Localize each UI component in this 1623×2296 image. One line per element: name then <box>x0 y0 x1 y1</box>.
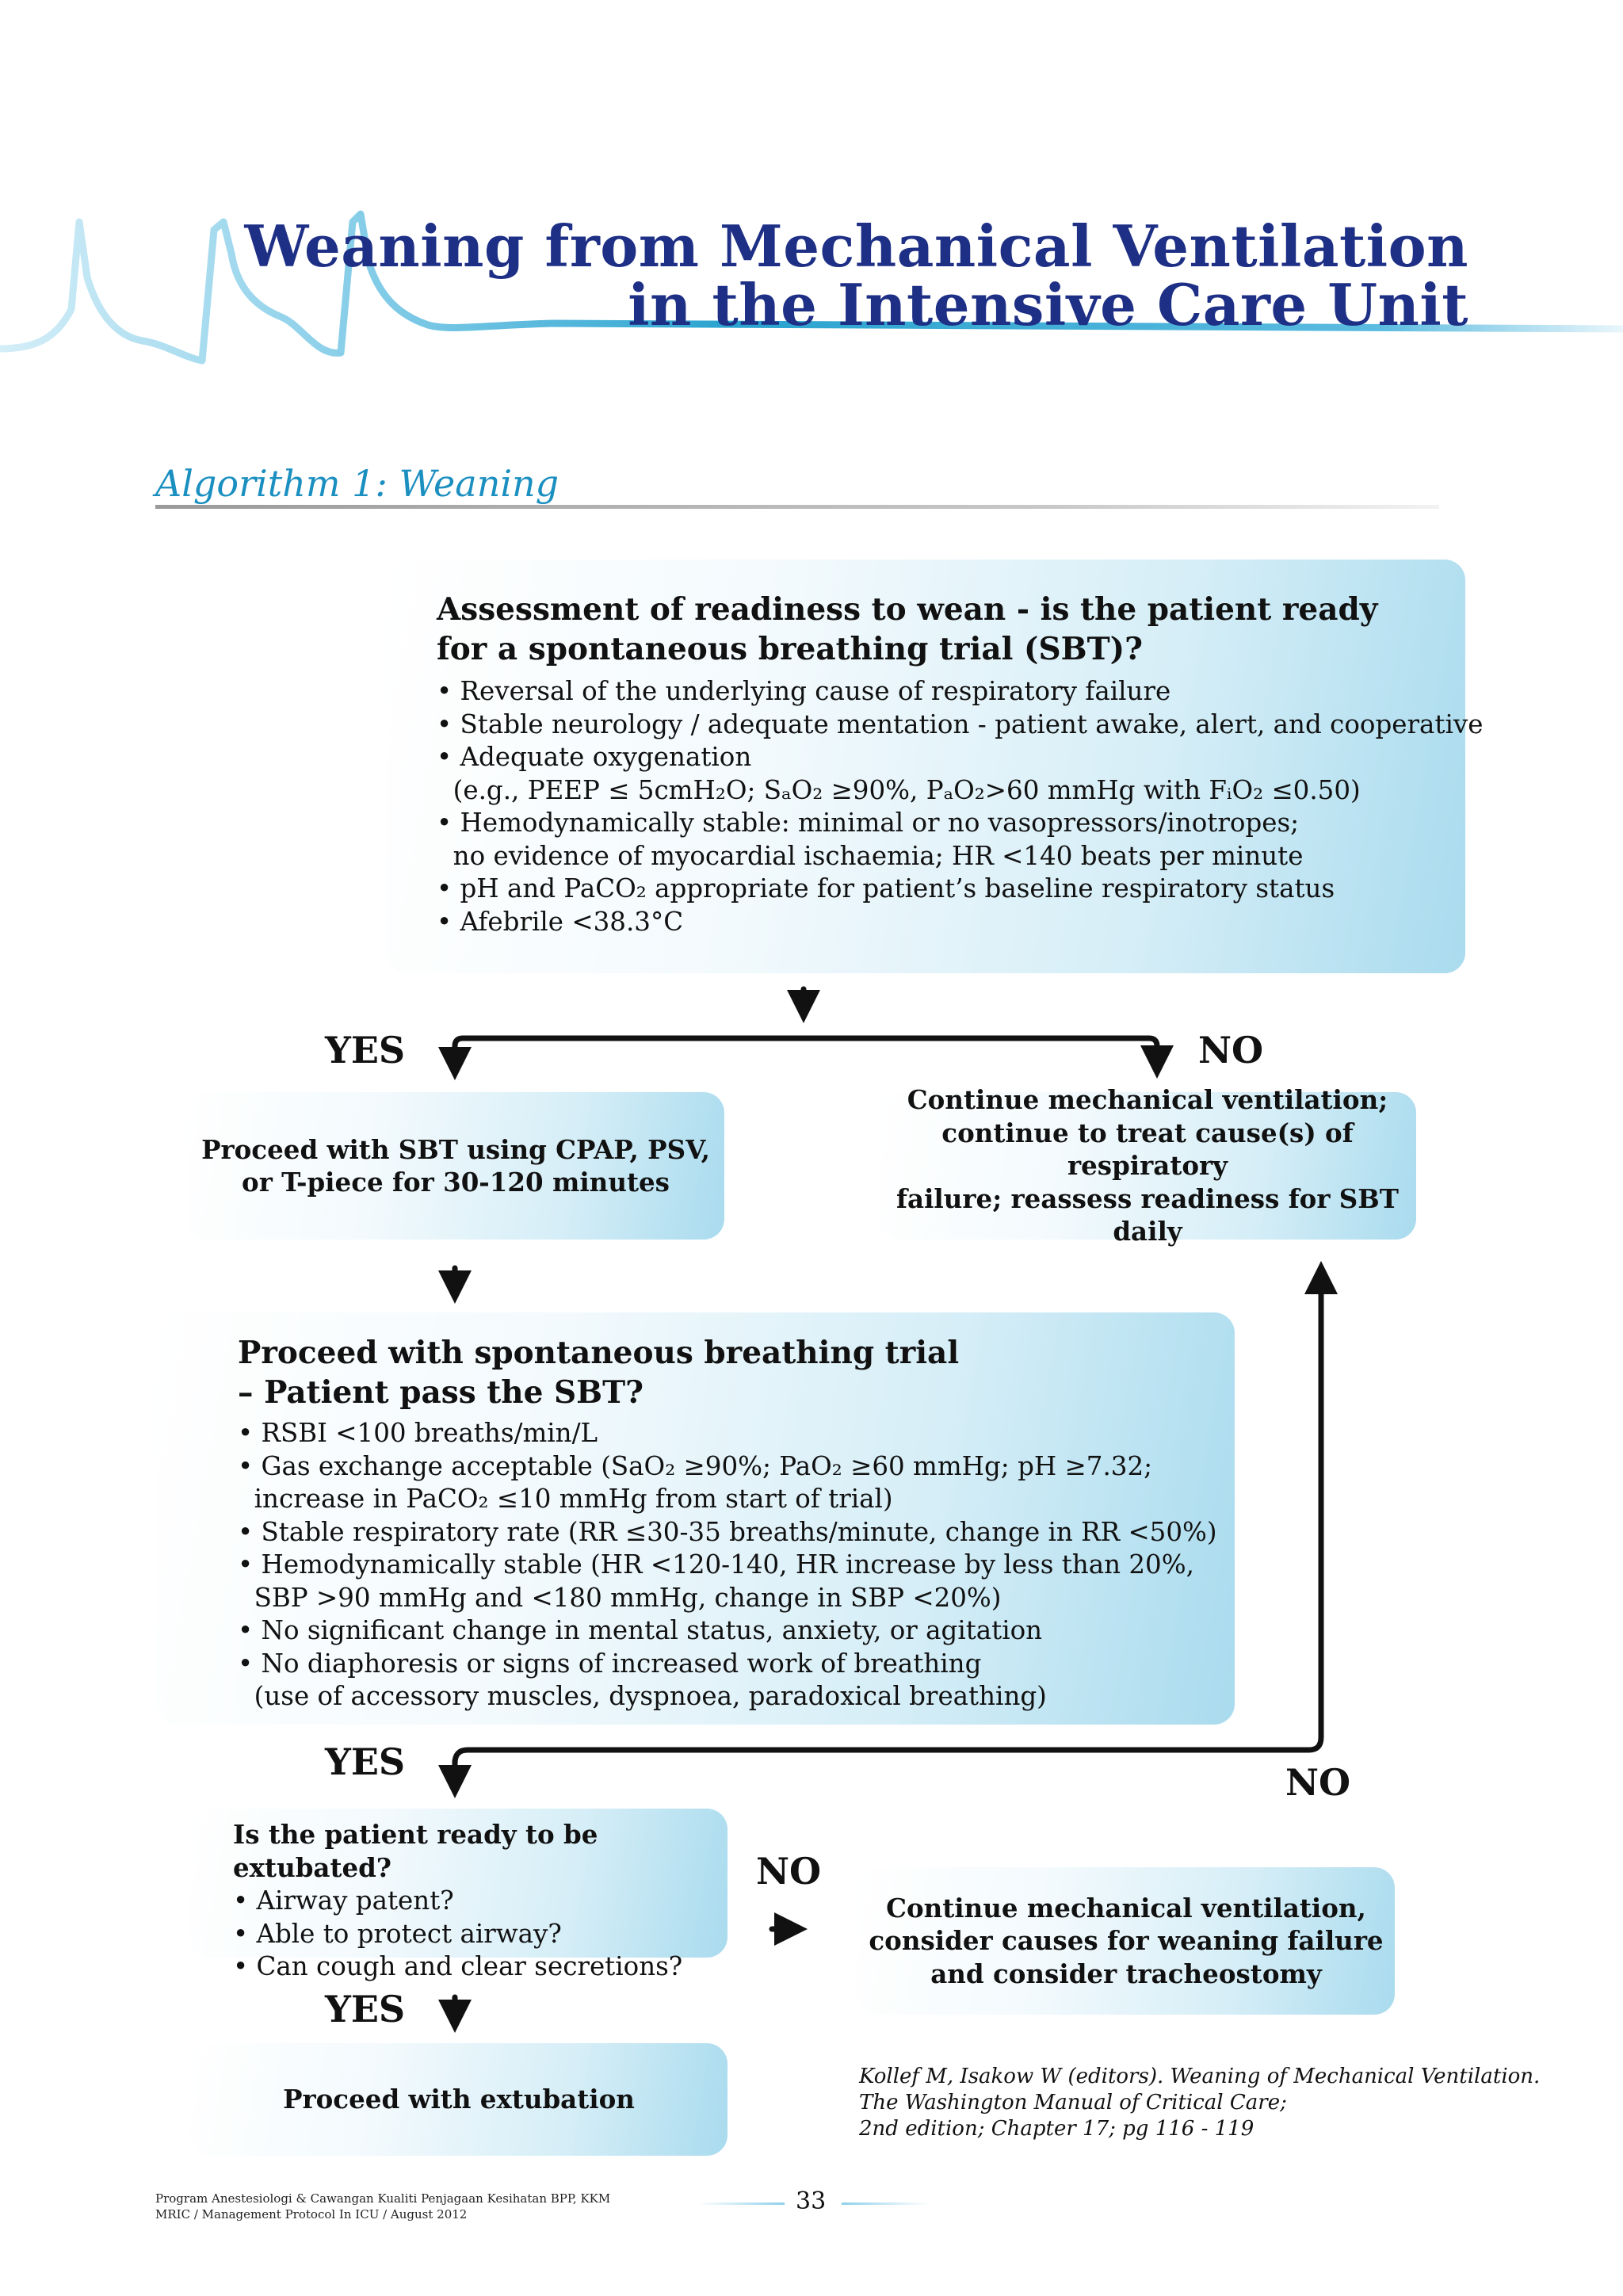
page-title-line2: in the Intensive Care Unit <box>628 271 1468 338</box>
extubation-readiness-heading: Is the patient ready to be extubated? <box>233 1819 598 1883</box>
citation-line1: Kollef M, Isakow W (editors). Weaning of Mechanical Ventilation. <box>859 2065 1541 2088</box>
yes-label-1: YES <box>325 1029 406 1072</box>
sbt-heading-line1: Proceed with spontaneous breathing trial <box>238 1335 960 1371</box>
no-label-1: NO <box>1198 1029 1264 1072</box>
proceed-sbt-box <box>187 1092 724 1240</box>
list-item: • Hemodynamically stable (HR <120-140, HR increase by less than 20%, <box>238 1549 1194 1580</box>
list-item: • Stable respiratory rate (RR ≤30-35 breaths/minute, change in RR <50%) <box>238 1516 1217 1547</box>
list-item: • No diaphoresis or signs of increased work of breathing <box>238 1648 982 1679</box>
list-item: • Adequate oxygenation <box>437 742 752 772</box>
citation-line2: The Washington Manual of Critical Care; <box>859 2091 1287 2115</box>
list-item: no evidence of myocardial ischaemia; HR <140 beats per minute <box>437 840 1304 871</box>
continue-mv2-line2: consider causes for weaning failure <box>869 1925 1384 1957</box>
extubation-readiness-box <box>190 1809 727 1981</box>
list-item: SBP >90 mmHg and <180 mmHg, change in SBP <20%) <box>238 1582 1002 1613</box>
list-item: • Airway patent? <box>233 1885 454 1916</box>
footer-line2: MRIC / Management Protocol In ICU / August 2012 <box>155 2207 468 2222</box>
citation <box>859 2064 1540 2142</box>
footer-credit <box>155 2191 610 2222</box>
continue-mv2-line3: and consider tracheostomy <box>930 1958 1322 1989</box>
assessment-heading-line2: for a spontaneous breathing trial (SBT)? <box>437 631 1143 667</box>
proceed-sbt-line2: or T-piece for 30-120 minutes <box>242 1167 670 1198</box>
extubation-readiness-list <box>233 1885 727 1984</box>
footer-line1: Program Anestesiologi & Cawangan Kualiti Penjagaan Kesihatan BPP, KKM <box>155 2191 611 2206</box>
list-item: • Gas exchange acceptable (SaO₂ ≥90%; PaO₂ ≥60 mmHg; pH ≥7.32; <box>238 1450 1153 1481</box>
assessment-heading-line1: Assessment of readiness to wean - is the patient ready <box>437 591 1378 628</box>
list-item: • Can cough and clear secretions? <box>233 1951 683 1981</box>
continue-ventilation-box-1 <box>879 1084 1416 1247</box>
extubation-box <box>190 2043 727 2156</box>
list-item: • No significant change in mental status, anxiety, or agitation <box>238 1615 1043 1645</box>
list-item: • Afebrile <38.3°C <box>437 906 684 937</box>
yes-label-3: YES <box>325 1988 406 2030</box>
list-item: (use of accessory muscles, dyspnoea, paradoxical breathing) <box>238 1681 1047 1711</box>
list-item: (e.g., PEEP ≤ 5cmH₂O; SₐO₂ ≥90%, PₐO₂>60 mmHg with FᵢO₂ ≤0.50) <box>437 774 1361 805</box>
list-item: increase in PaCO₂ ≤10 mmHg from start of trial) <box>238 1484 893 1514</box>
list-item: • Able to protect airway? <box>233 1918 562 1949</box>
continue-mv1-line2: continue to treat cause(s) of respiratory <box>941 1117 1354 1182</box>
citation-line3: 2nd edition; Chapter 17; pg 116 - 119 <box>859 2117 1254 2141</box>
continue-mv1-line1: Continue mechanical ventilation; <box>907 1084 1388 1116</box>
continue-ventilation-box-2 <box>857 1867 1395 2015</box>
page-number: 33 <box>796 2187 827 2215</box>
page-title-line1: Weaning from Mechanical Ventilation <box>244 212 1468 280</box>
list-item: • Hemodynamically stable: minimal or no vasopressors/inotropes; <box>437 808 1300 838</box>
yes-label-2: YES <box>325 1740 406 1783</box>
footer-rule-left <box>697 2202 785 2205</box>
list-item: • Reversal of the underlying cause of respiratory failure <box>437 676 1171 706</box>
no-label-2: NO <box>1285 1761 1351 1804</box>
list-item: • Stable neurology / adequate mentation - patient awake, alert, and cooperative <box>437 709 1484 739</box>
continue-mv1-line3: failure; reassess readiness for SBT daily <box>896 1182 1399 1247</box>
continue-mv2-line1: Continue mechanical ventilation, <box>886 1892 1366 1924</box>
list-item: • pH and PaCO₂ appropriate for patient’s baseline respiratory status <box>437 873 1335 904</box>
sbt-heading-line2: – Patient pass the SBT? <box>238 1374 644 1411</box>
sbt-criteria-list <box>238 1417 1235 1713</box>
sbt-criteria-box <box>155 1312 1235 1725</box>
no-label-3: NO <box>756 1850 822 1893</box>
footer-rule-right <box>842 2202 929 2205</box>
list-item: • RSBI <100 breaths/min/L <box>238 1418 598 1448</box>
proceed-sbt-line1: Proceed with SBT using CPAP, PSV, <box>201 1133 710 1165</box>
algorithm-subtitle: Algorithm 1: Weaning <box>155 462 559 505</box>
extubation-label: Proceed with extubation <box>283 2084 635 2115</box>
